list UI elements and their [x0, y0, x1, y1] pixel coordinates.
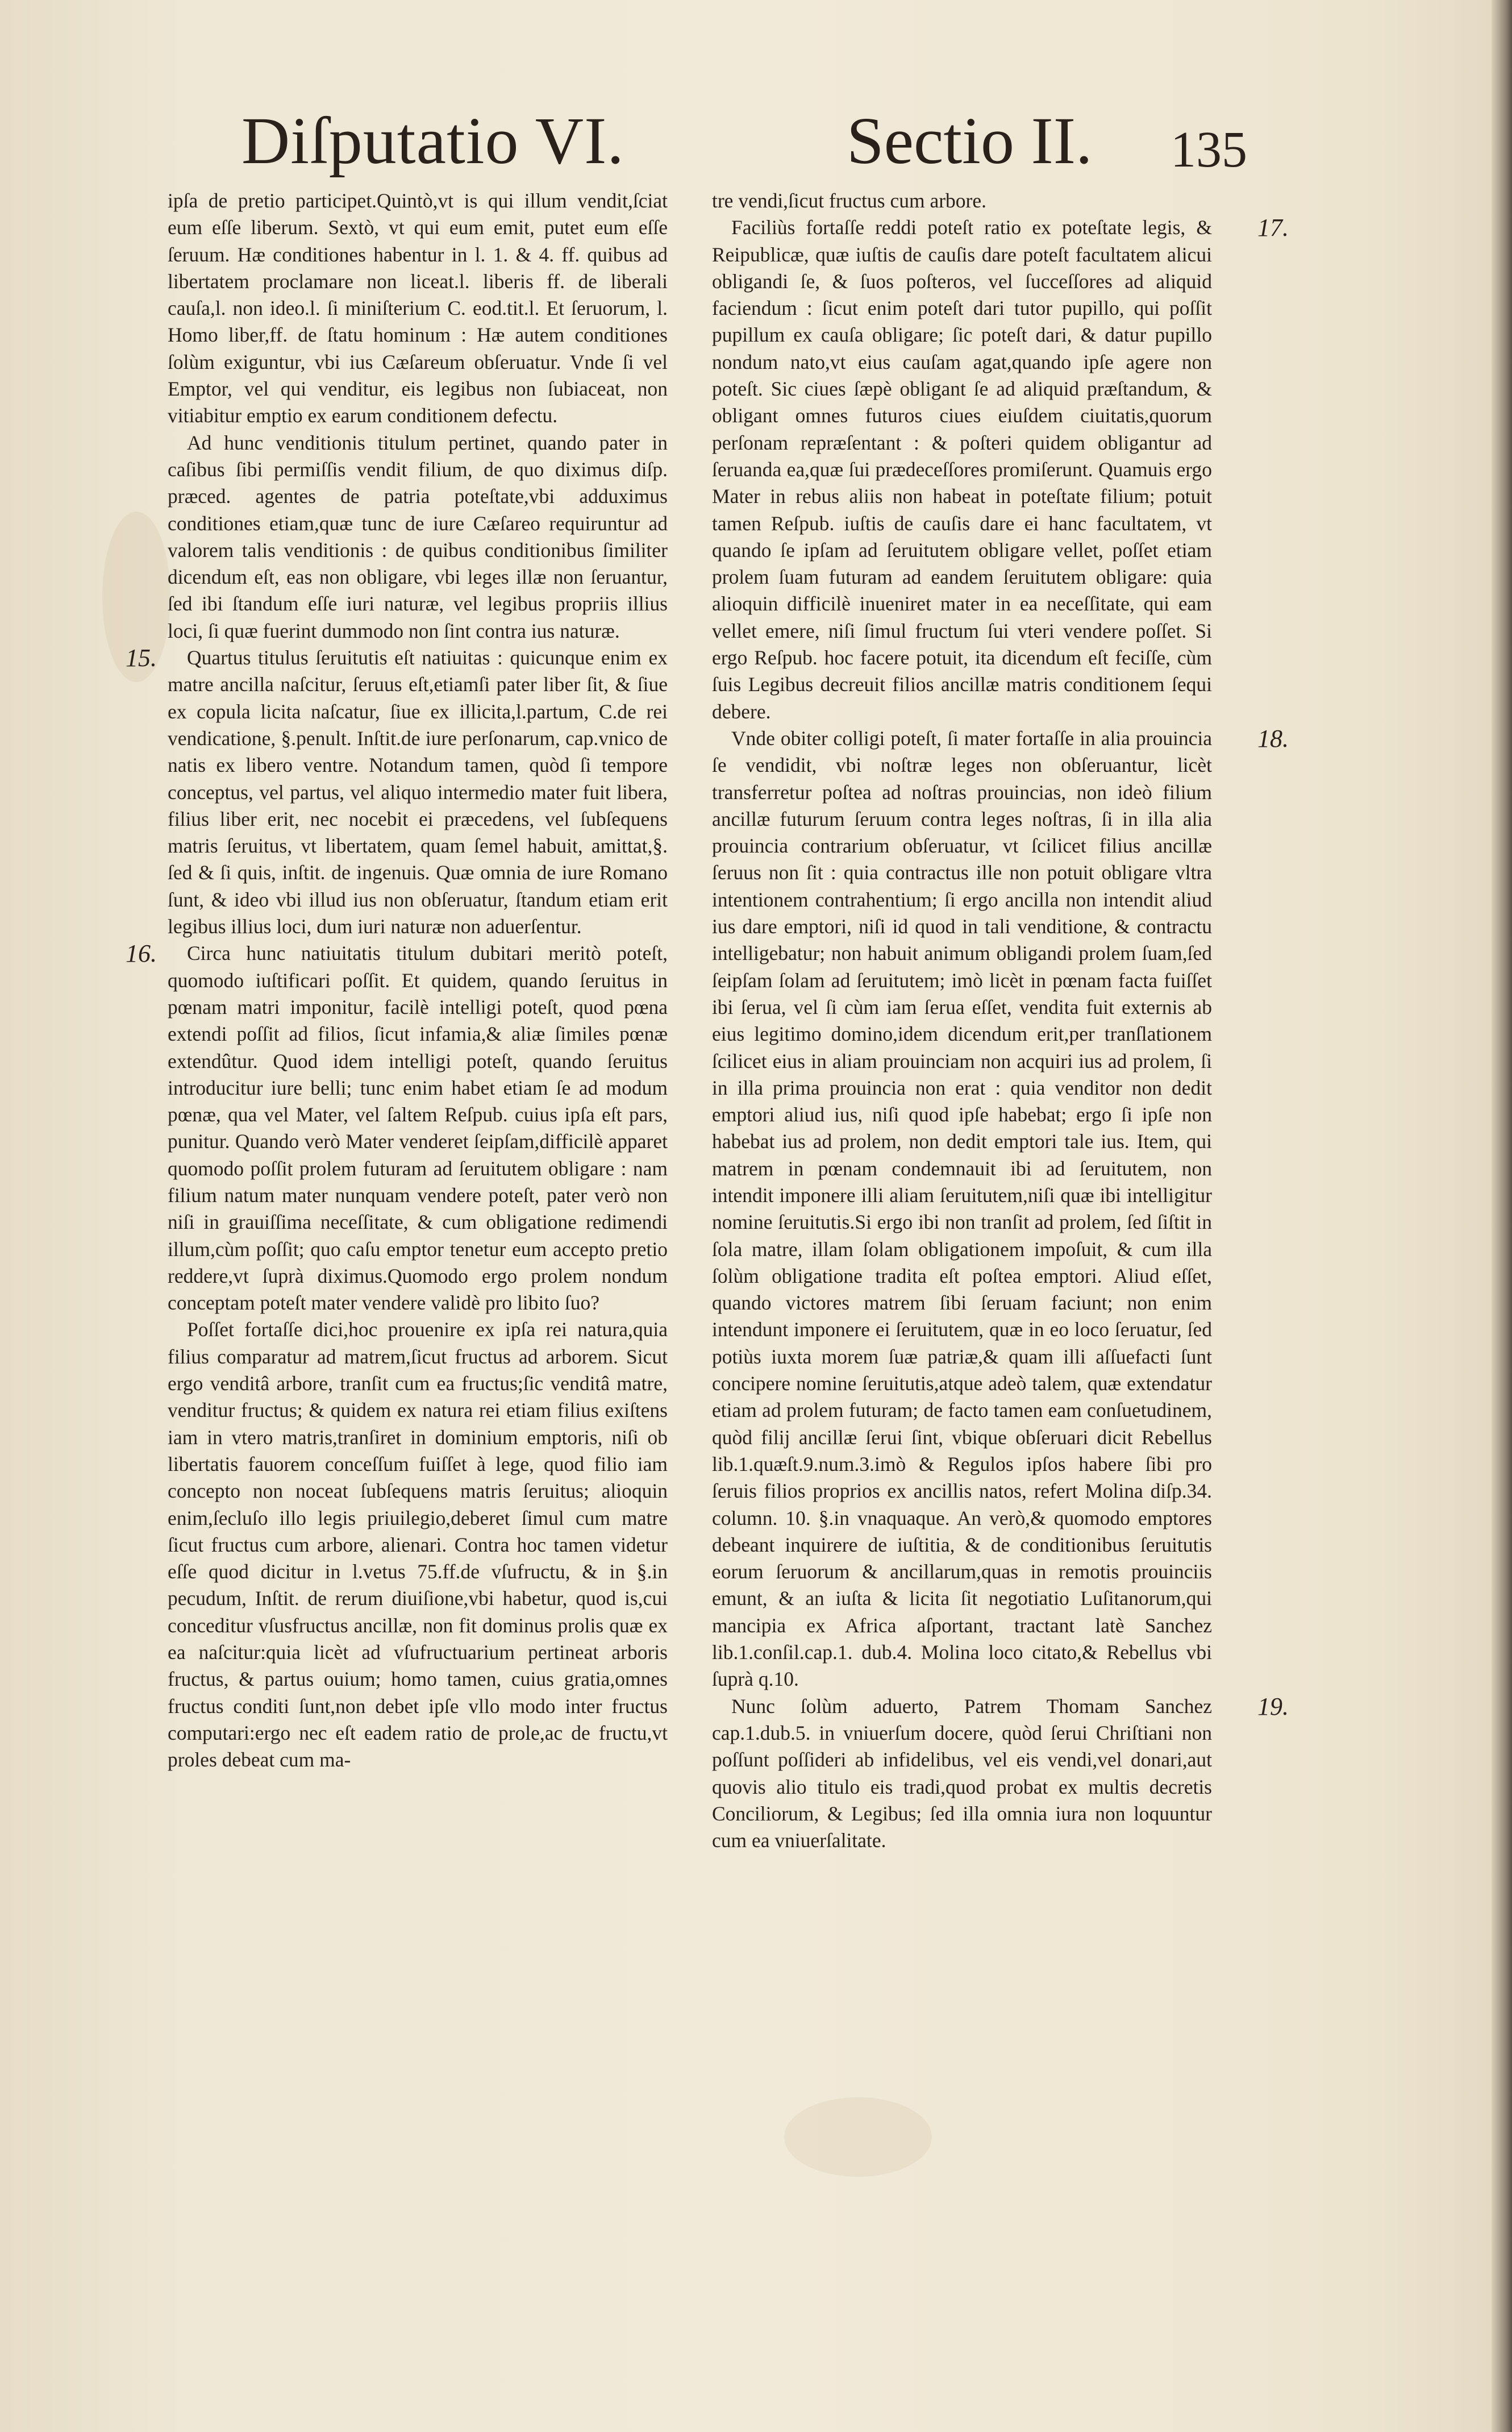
paragraph-number: 16.: [126, 939, 157, 968]
paragraph: Poſſet fortaſſe dici,hoc prouenire ex ipſa rei natura,quia filius comparatur ad matrem,ſicut fructus ad arborem. Sicut ergo venditâ arbore, tranſit cum ea fructus;ſic venditâ matre, venditur fructus; & quidem ex natura rei etiam filius exiſtens iam in vtero matris,tranſiret in dominium emptoris, niſi ob libertatis fauorem conceſſum fuiſſet à lege, quod filio iam concepto non noceat ſubſequens matris ſeruitus; alioquin enim,ſecluſo illo legis priuilegio,deberet ſimul cum matre ſicut fructus cum arbore, alienari. Contra hoc tamen videtur eſſe quod dicitur in l.vetus 75.ff.de vſufructu, & in §.in pecudum, Inſtit. de rerum diuiſione,vbi habetur, quod is,cui conceditur vſusfructus ancillæ, non fit dominus prolis quæ ex ea naſcitur:quia licèt ad vſufructuarium pertineat arboris fructus, & partus ouium; homo tamen, cuius gratia,omnes fructus conditi ſunt,non debet ipſe vllo modo inter fructus computari:ergo nec eſt eadem ratio de prole,ac de fructu,vt proles debeat cum ma-: [168, 1318, 668, 1772]
paragraph-number: 18.: [1257, 724, 1289, 753]
text-column-left: [126, 188, 668, 1774]
paragraph: 18. Vnde obiter colligi poteſt, ſi mater fortaſſe in alia prouincia ſe vendidit, vbi noſtræ leges non obſeruantur, licèt transferretur poſtea ad noſtras prouincias, non ideò filium ancillæ futurum ſeruum contra leges noſtras, ſi in illa alia prouincia contrarium obſeruatur, vt ſcilicet filius ancillæ ſeruus non ſit : quia contractus ille non potuit obligare vltra intentionem contrahentium; ſi ergo ancilla non intendit aliud ius dare emptori, niſi id quod in tali venditione, & contractu intelligebatur; non habuit animum obligandi prolem ſuam,ſed ſeipſam ſolam ad ſeruitutem; imò licèt in pœnam facta fuiſſet ibi ſerua, vel ſi cùm iam ſerua eſſet, vendita fuit externis ab eius legitimo domino,idem dicendum erit,per tranſlationem ſcilicet eius in aliam prouinciam non acquiri ius ad prolem, ſi in illa prima prouincia non erat : quia venditor non dedit emptori aliud ius, niſi quod ipſe habebat; ergo ſi ipſe non habebat ius ad prolem, non dedit emptori tale ius. Item, qui matrem in pœnam condemnauit ibi ad ſeruitutem, non intendit imponere illi aliam ſeruitutem,niſi quæ ibi intelligitur nomine ſeruitutis.Si ergo ibi non tranſit ad prolem, ſed ſiſtit in ſola matre, illam ſolam obligationem impoſuit, & cum illa ſolùm obligatione tradita eſt poſtea emptori. Aliud eſſet, quando victores matrem ſibi ſeruam faciunt; non enim intendunt imponere ei ſeruitutem, quæ in eo loco ſeruatur, ſed potiùs iuxta morem ſuæ patriæ,& quam illi aſſuefacti ſunt concipere nomine ſeruitutis,atque adeò talem, quæ extendatur etiam ad prolem futuram; de facto tamen eam conſuetudinem, quòd filij ancillæ ſerui ſint, vbique obſeruari dicit Rebellus lib.1.quæſt.9.num.3.imò & Regulos ipſos habere ſibi pro ſeruis filios proprios ex ancillis natos, refert Molina diſp.34. column. 10. §.in vnaquaque. An verò,& quomodo emptores debeant inquirere de iuſtitia, & de conditionibus ſeruitutis eorum ſeruorum & ancillarum,quas in remotis prouinciis emunt, & an iuſta & licita ſit negotiatio Luſitanorum,qui mancipia ex Africa aſportant, tractant latè Sanchez lib.1.conſil.cap.1. dub.4. Molina loco citato,& Rebellus vbi ſuprà q.10.: [712, 724, 1289, 1691]
page-number: 135: [1171, 122, 1247, 178]
paragraph: 15. Quartus titulus ſeruitutis eſt natiuitas : quicunque enim ex matre ancilla naſcitur, ſeruus eſt,etiamſi pater liber ſit, & ſiue ex copula licita naſcatur, ſiue ex illicita,l.partum, C.de rei vendicatione, §.penult. Inſtit.de iure perſonarum, cap.vnico de natis ex libero ventre. Notandum tamen, quòd ſi tempore conceptus, vel partus, vel aliquo intermedio mater fuit libera, filius liber erit, nec nocebit ei præcedens, vel ſubſequens matris ſeruitus, vt libertatem, quam ſemel habuit, amittat,§. ſed & ſi quis, inſtit. de ingenuis. Quæ omnia de iure Romano ſunt, & ideo vbi illud ius non obſeruatur, ſtandum etiam erit legibus illius loci, dum iuri naturæ non aduerſentur.: [168, 645, 668, 940]
running-header-disputatio: Diſputatio VI.: [241, 103, 624, 178]
paragraph-number: 19.: [1257, 1692, 1289, 1720]
paragraph: 17. Faciliùs fortaſſe reddi poteſt ratio ex poteſtate legis, & Reipublicæ, quæ iuſtis de cauſis dare poteſt facultatem alicui obligandi ſe, & ſuos poſteros, vel ſucceſſores ad aliquid faciendum : ſicut enim poteſt dari tutor pupillo, qui poſſit pupillum ex cauſa obligare; ſic poteſt dari, & datur pupillo nondum nato,vt eius cauſam agat,quando ipſe agere non poteſt. Sic ciues ſæpè obligant ſe ad aliquid præſtandum, & obligant omnes futuros ciues eiuſdem ciuitatis,quorum perſonam repræſentant : & poſteri quidem obligantur ad ſeruanda ea,quæ ſui prædeceſſores promiſerunt. Quamuis ergo Mater in rebus aliis non habeat in poteſtate filium; potuit tamen Reſpub. iuſtis de cauſis dare ei hanc facultatem, vt quando ſe ipſam ad ſeruitutem obligare vellet, poſſet etiam prolem ſuam futuram ad eandem ſeruitutem obligare: quia alioquin difficilè inueniret mater in ea neceſſitate, qui eam vellet emere, niſi ſimul fructum ſui vteri vendere poſſet. Si ergo Reſpub. hoc facere potuit, ita dicendum eſt feciſſe, cùm ſuis Legibus decreuit filios ancillæ matris conditionem ſequi debere.: [712, 214, 1289, 723]
paragraph: 19. Nunc ſolùm aduerto, Patrem Thomam Sanchez cap.1.dub.5. in vniuerſum docere, quòd ſerui Chriſtiani non poſſunt poſſideri ab infidelibus, vel eis vendi,vel donari,aut quovis alio titulo eis tradi,quod probat ex multis decretis Conciliorum, & Legibus; ſed illa omnia iura non loquuntur cum ea vniuerſalitate.: [712, 1692, 1289, 1852]
page-edge: [1492, 0, 1512, 2432]
paragraph: Ad hunc venditionis titulum pertinet, quando pater in caſibus ſibi permiſſis vendit filium, de quo diximus diſp. præced. agentes de patria poteſtate,vbi adduximus conditiones etiam,quæ tunc de iure Cæſareo requiruntur ad valorem talis venditionis : de quibus conditionibus ſimiliter dicendum eſt, eas non obligare, vbi leges illæ non ſeruantur, ſed ibi ſtandum eſſe iuri naturæ, vel legibus propriis illius loci, ſi quæ fuerint dummodo non ſint contra ius naturæ.: [168, 431, 668, 642]
paragraph-number: 15.: [126, 644, 157, 672]
paragraph: 16. Circa hunc natiuitatis titulum dubitari meritò poteſt, quomodo iuſtificari poſſit. Et quidem, quando ſeruitus in pœnam matri imponitur, facilè intelligi poteſt, quod pœna extendi poſſit ad filios, ſicut infamia,& aliæ ſimiles pœnæ extendûtur. Quod idem intelligi poteſt, quando ſeruitus introducitur iure belli; tunc enim habet etiam ſe ad modum pœnæ, qua vel Mater, vel ſaltem Reſpub. cuius ipſa eſt pars, punitur. Quando verò Mater venderet ſeipſam,difficilè apparet quomodo poſſit prolem futuram ad ſeruitutem obligare : nam filium natum mater nunquam vendere poteſt, pater verò non niſi in grauiſſima neceſſitate, & cum obligatione redimendi illum,cùm poſſit; quo caſu emptor tenetur eum accepto pretio reddere,vt ſuprà diximus.Quomodo ergo prolem nondum conceptam poteſt mater vendere validè pro libito ſuo?: [168, 940, 668, 1316]
paragraph: ipſa de pretio participet.Quintò,vt is qui illum vendit,ſciat eum eſſe liberum. Sextò, vt qui eum emit, putet eum eſſe ſeruum. Hæ conditiones habentur in l. 1. & 4. ff. quibus ad libertatem proclamare non liceat.l. liberis ff. de liberali cauſa,l. non ideo.l. ſi miniſterium C. eod.tit.l. Et ſeruorum, l. Homo liber,ff. de ſtatu hominum : Hæ autem conditiones ſolùm exiguntur, vbi ius Cæſareum obſeruatur. Vnde ſi vel Emptor, vel qui venditur, eis legibus non ſubiaceat, non vitiabitur emptio ex earum conditionem defectu.: [168, 189, 668, 427]
paper-stain: [784, 2097, 932, 2177]
text-column-right: [712, 188, 1289, 1854]
running-header-sectio: Sectio II.: [847, 103, 1093, 178]
paragraph: tre vendi,ſicut fructus cum arbore.: [712, 189, 987, 212]
paragraph-number: 17.: [1257, 214, 1289, 242]
